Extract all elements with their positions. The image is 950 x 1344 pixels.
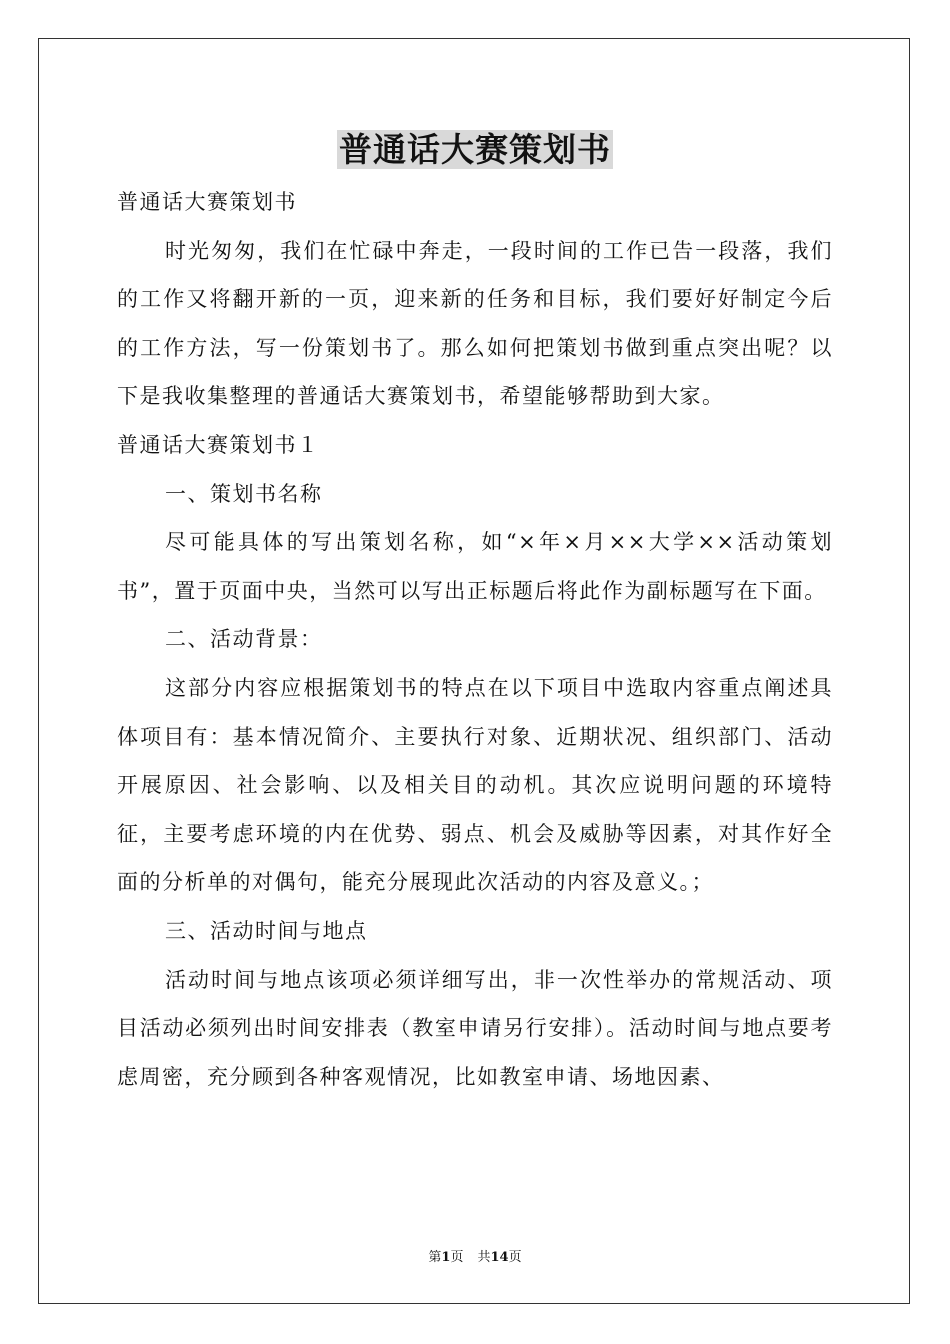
paragraph-intro: 时光匆匆，我们在忙碌中奔走，一段时间的工作已告一段落，我们的工作又将翻开新的一页，迎来新的任务和目标，我们要好好制定今后的工作方法，写一份策划书了。那么如何把策划书做到重点突出呢？以下是我收集整理的普通话大赛策划书，希望能够帮助到大家。 (117, 238, 833, 409)
document-body (117, 178, 833, 1101)
document-title-text: 普通话大赛策划书 (339, 130, 611, 169)
page-number: 1 (441, 1250, 451, 1265)
total-suffix: 页 (508, 1250, 522, 1265)
page-suffix: 页 (450, 1250, 464, 1265)
paragraph-background: 这部分内容应根据策划书的特点在以下项目中选取内容重点阐述具体项目有：基本情况简介、主要执行对象、近期状况、组织部门、活动开展原因、社会影响、以及相关目的动机。其次应说明问题的环境特征，主要考虑环境的内在优势、弱点、机会及威胁等因素，对其作好全面的分析单的对偶句，能充分展现此次活动的内容及意义。； (117, 675, 833, 895)
total-prefix: 共 (477, 1250, 491, 1265)
heading-background: 二、活动背景： (165, 627, 323, 652)
paragraph-section-heading: 普通话大赛策划书１ (117, 432, 320, 457)
total-pages: 14 (490, 1250, 509, 1265)
paragraph-plan-name: 尽可能具体的写出策划名称，如“×年×月××大学××活动策划书”，置于页面中央，当然可以写出正标题后将此作为副标题写在下面。 (117, 530, 833, 603)
document-title (0, 128, 950, 172)
page-prefix: 第 (428, 1250, 442, 1265)
heading-plan-name: 一、策划书名称 (165, 481, 323, 506)
page-footer (0, 1249, 950, 1267)
paragraph-subtitle: 普通话大赛策划书 (117, 190, 297, 214)
paragraph-time-place: 活动时间与地点该项必须详细写出，非一次性举办的常规活动、项目活动必须列出时间安排表（教室申请另行安排）。活动时间与地点要考虑周密，充分顾到各种客观情况，比如教室申请、场地因素、 (117, 967, 833, 1089)
heading-time-place: 三、活动时间与地点 (165, 918, 368, 943)
